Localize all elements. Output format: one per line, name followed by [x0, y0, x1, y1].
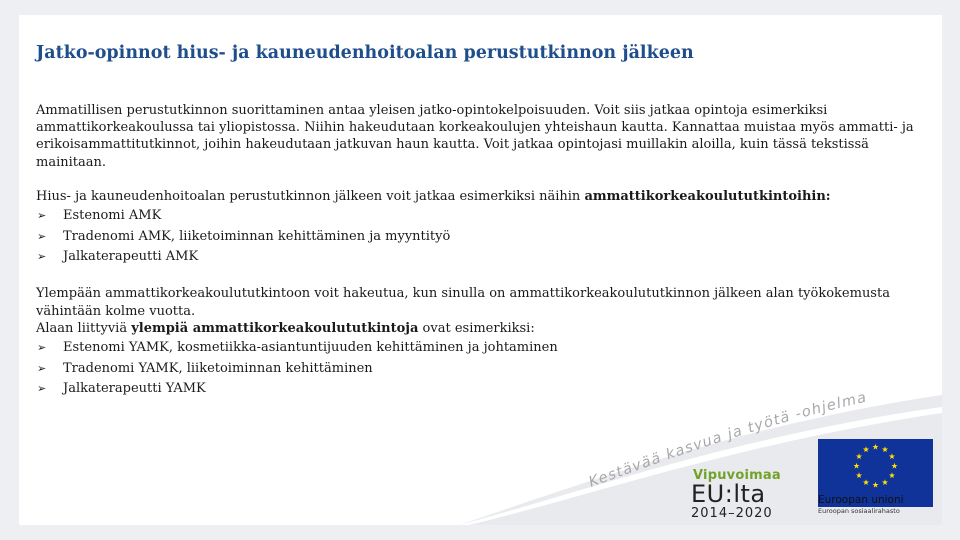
- slogan-textpath: Kestävää kasvua ja työtä -ohjelma: [586, 389, 869, 491]
- list-item: [36, 360, 916, 377]
- vipuvoimaa-name: Vipuvoimaa: [693, 468, 781, 483]
- eu-star-icon: [891, 463, 897, 469]
- eu-subtitle: Euroopan sosiaalirahasto: [818, 507, 900, 515]
- content-body: [36, 102, 916, 401]
- section2-lead-text: Alaan liittyviä: [36, 320, 132, 336]
- list-item: [36, 207, 916, 224]
- page-title: Jatko-opinnot hius- ja kauneudenhoitoalan perustutkinnon jälkeen: [36, 43, 694, 63]
- arrow-bullet-icon: ➢: [37, 361, 47, 375]
- list-item-text: Estenomi AMK: [63, 208, 162, 224]
- section2-list: [36, 339, 916, 397]
- list-item-text: Jalkaterapeutti YAMK: [63, 381, 206, 397]
- list-item-text: Tradenomi YAMK, liiketoiminnan kehittäminen: [63, 360, 373, 376]
- eu-star-icon: [856, 472, 862, 478]
- eu-star-icon: [863, 446, 869, 452]
- eu-star-icon: [889, 472, 895, 478]
- vipuvoimaa-years: 2014–2020: [691, 506, 773, 521]
- section1-lead-bold: ammattikorkeakoulututkintoihin:: [584, 188, 831, 204]
- arrow-bullet-icon: ➢: [37, 382, 47, 396]
- list-item: [36, 380, 916, 397]
- section1-lead-text: Hius- ja kauneudenhoitoalan perustutkinnon jälkeen voit jatkaa esimerkiksi näihin: [36, 188, 585, 204]
- list-item: [36, 248, 916, 265]
- eu-star-icon: [872, 444, 878, 450]
- section1-lead: [36, 188, 916, 205]
- intro-paragraph: Ammatillisen perustutkinnon suorittaminen antaa yleisen jatko-opintokelpoisuuden. Voit siis jatkaa opintoja esimerkiksi ammattikorkeakoulussa tai yliopistossa. Niihin hakeudutaan korkeakoulujen yhteishaun kautta. Kannattaa muistaa myös ammatti- ja erikoisammattitutkinnot, joihin hakeudutaan jatkuvan haun kautta. Voit jatkaa opintojasi muillakin aloilla, kuin tässä tekstissä mainitaan.: [36, 103, 914, 170]
- list-item: [36, 228, 916, 245]
- vipuvoimaa-eu: EU:lta: [691, 480, 766, 508]
- eu-star-icon: [863, 479, 869, 485]
- list-item-text: Estenomi YAMK, kosmetiikka-asiantuntijuuden kehittäminen ja johtaminen: [63, 340, 558, 356]
- section2-lead-end: ovat esimerkiksi:: [418, 320, 535, 336]
- arrow-bullet-icon: ➢: [37, 209, 47, 223]
- eu-stars-icon: [818, 439, 933, 494]
- section2-lead: [36, 320, 916, 337]
- slide: [19, 15, 942, 525]
- list-item-text: Tradenomi AMK, liiketoiminnan kehittäminen ja myyntityö: [63, 228, 451, 244]
- eu-star-icon: [882, 479, 888, 485]
- eu-star-icon: [889, 453, 895, 459]
- section1-list: [36, 207, 916, 265]
- eu-star-icon: [882, 446, 888, 452]
- vipuvoimaa-logo: [691, 468, 801, 524]
- arrow-bullet-icon: ➢: [37, 250, 47, 264]
- section2-text: Ylempään ammattikorkeakoulututkintoon voit hakeutua, kun sinulla on ammattikorkeakoulututkinnon jälkeen alan työkokemusta vähintään kolme vuotta.: [36, 286, 890, 319]
- arrow-bullet-icon: ➢: [37, 229, 47, 243]
- eu-star-icon: [856, 453, 862, 459]
- eu-star-icon: [872, 482, 878, 488]
- list-item: [36, 339, 916, 356]
- arrow-bullet-icon: ➢: [37, 341, 47, 355]
- eu-name: Euroopan unioni: [818, 494, 904, 506]
- eu-star-icon: [853, 463, 859, 469]
- list-item-text: Jalkaterapeutti AMK: [63, 249, 199, 265]
- section2-lead-bold: ylempiä ammattikorkeakoulututkintoja: [131, 320, 419, 336]
